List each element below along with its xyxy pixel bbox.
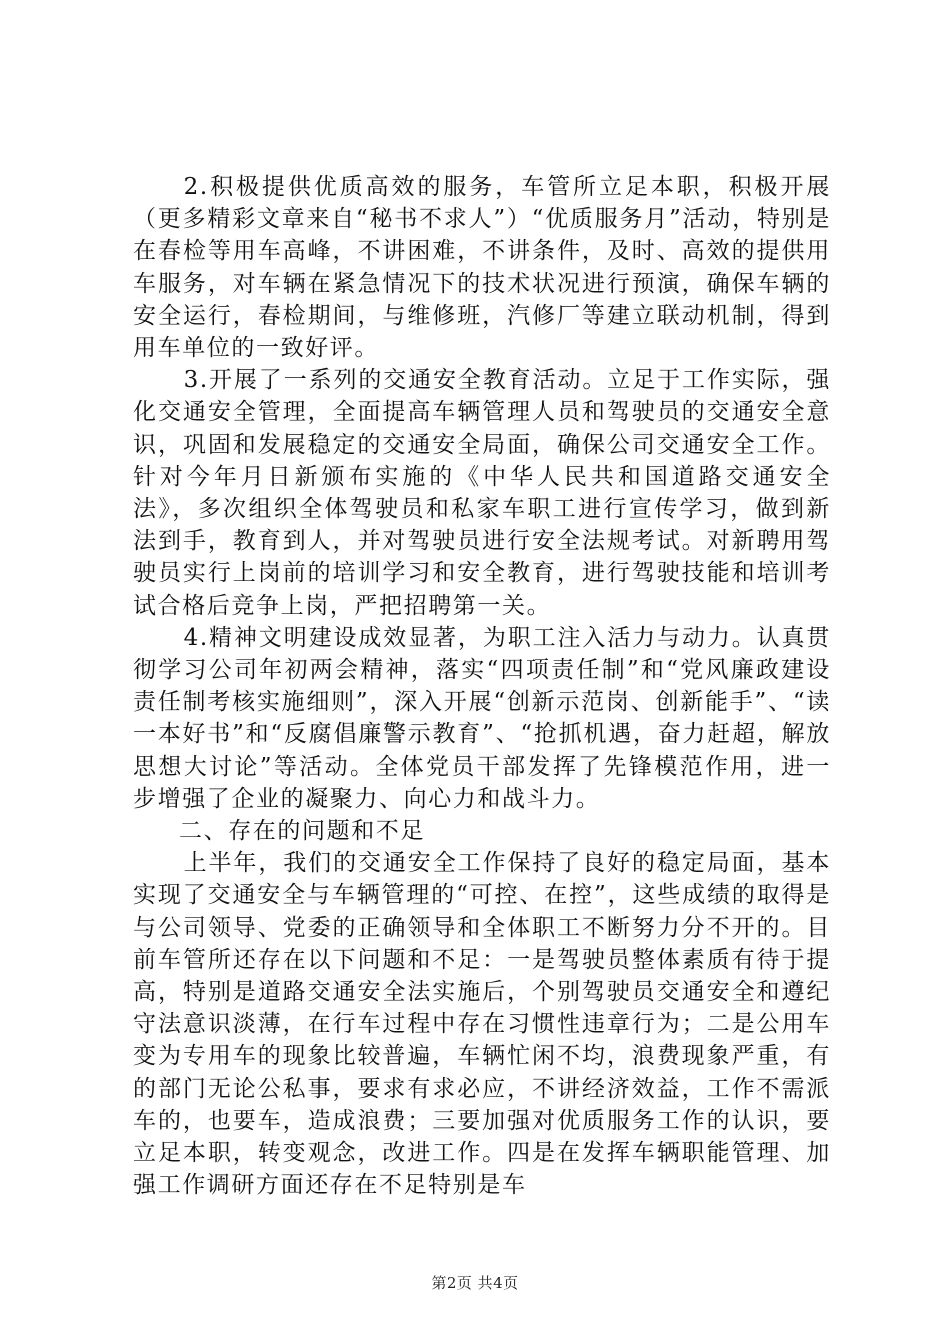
page-number-footer: 第2页 共4页 [431,1274,519,1292]
paragraph-item-4: 4.精神文明建设成效显著，为职工注入活力与动力。认真贯彻学习公司年初两会精神，落实“四项责任制”和“党风廉政建设责任制考核实施细则”，深入开展“创新示范岗、创新能手”、“读一本好书”和“反腐倡廉警示教育”、“抢抓机遇，奋力赶超，解放思想大讨论”等活动。全体党员干部发挥了先锋模范作用，进一步增强了企业的凝聚力、向心力和战斗力。 [133,624,831,812]
section-heading: 二、存在的问题和不足 [179,818,425,845]
paragraph-item-3: 3.开展了一系列的交通安全教育活动。立足于工作实际，强化交通安全管理，全面提高车辆管理人员和驾驶员的交通安全意识，巩固和发展稳定的交通安全局面，确保公司交通安全工作。针对今年月日新颁布实施的《中华人民共和国道路交通安全法》，多次组织全体驾驶员和私家车职工进行宣传学习，做到新法到手，教育到人，并对驾驶员进行安全法规考试。对新聘用驾驶员实行上岗前的培训学习和安全教育，进行驾驶技能和培训考试合格后竞争上岗，严把招聘第一关。 [133,367,831,619]
paragraph-item-2: 2.积极提供优质高效的服务，车管所立足本职，积极开展（更多精彩文章来自“秘书不求人”）“优质服务月”活动，特别是在春检等用车高峰，不讲困难，不讲条件，及时、高效的提供用车服务，对车辆在紧急情况下的技术状况进行预演，确保车辆的安全运行，春检期间，与维修班，汽修厂等建立联动机制，得到用车单位的一致好评。 [133,174,831,362]
document-body [133,171,831,1202]
section-paragraph: 上半年，我们的交通安全工作保持了良好的稳定局面，基本实现了交通安全与车辆管理的“可控、在控”，这些成绩的取得是与公司领导、党委的正确领导和全体职工不断努力分不开的。目前车管所还存在以下问题和不足：一是驾驶员整体素质有待于提高，特别是道路交通安全法实施后，个别驾驶员交通安全和遵纪守法意识淡薄，在行车过程中存在习惯性违章行为；二是公用车变为专用车的现象比较普遍，车辆忙闲不均，浪费现象严重，有的部门无论公私事，要求有求必应，不讲经济效益，工作不需派车的，也要车，造成浪费；三要加强对优质服务工作的认识，要立足本职，转变观念，改进工作。四是在发挥车辆职能管理、加强工作调研方面还存在不足特别是车 [133,850,831,1199]
